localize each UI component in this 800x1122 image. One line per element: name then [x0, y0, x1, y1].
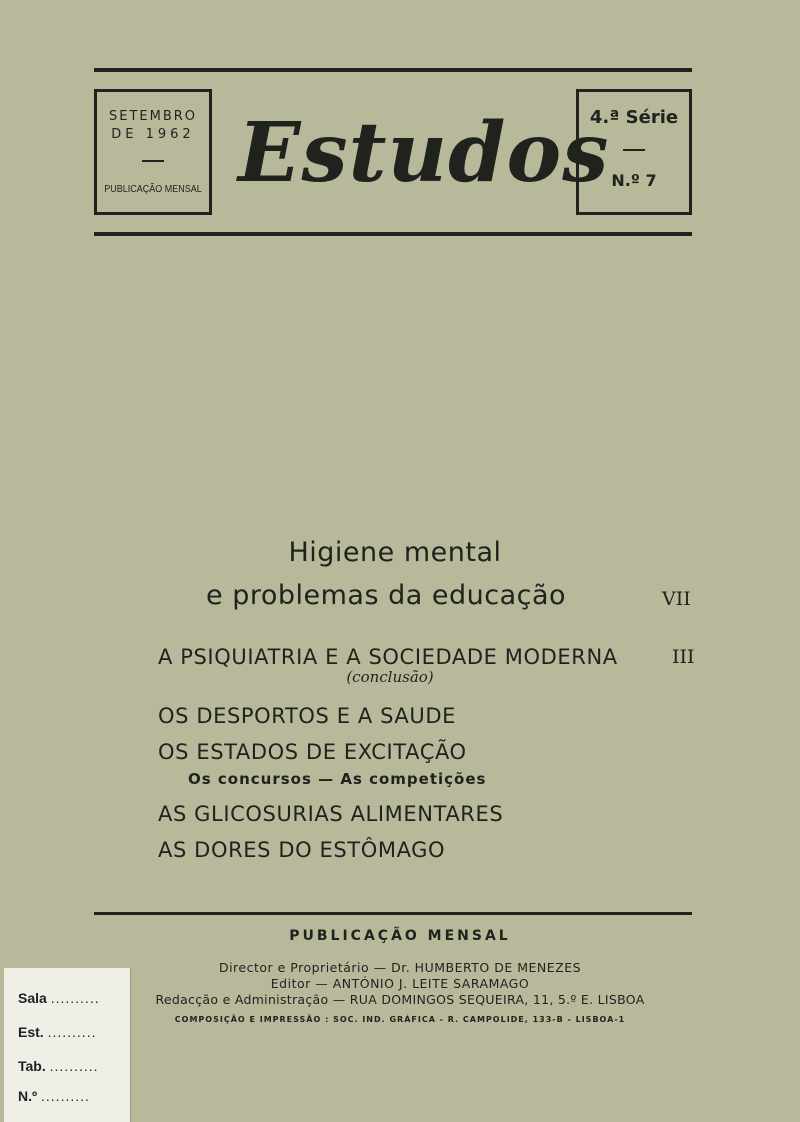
library-shelf-label	[4, 968, 131, 1122]
toc-item-2: OS DESPORTOS E A SAUDE	[158, 704, 457, 728]
toc-item-5: AS DORES DO ESTÔMAGO	[158, 838, 446, 862]
est-label: Est.	[18, 1024, 44, 1040]
publication-frequency: PUBLICAÇÃO MENSAL	[104, 184, 202, 195]
numero-dots: ..........	[41, 1088, 90, 1104]
toc-item-1-part: III	[672, 646, 695, 668]
footer-admin: Redacção e Administração — RUA DOMINGOS SEQUEIRA, 11, 5.º E. LISBOA	[155, 992, 645, 1007]
toc-item-3-subtitle: Os concursos — As competições	[188, 770, 487, 788]
date-separator	[142, 160, 164, 162]
footer-printing: COMPOSIÇÃO E IMPRESSÃO : SOC. IND. GRÁFICA - R. CAMPOLIDE, 133-B - LISBOA-1	[174, 1015, 626, 1024]
year-line: DE 1962	[111, 127, 195, 142]
footer-rule	[94, 912, 692, 915]
series-separator	[623, 149, 645, 151]
headline-line2: e problemas da educação	[206, 580, 567, 611]
header-bottom-rule	[94, 232, 692, 236]
headline-part: VII	[662, 588, 691, 610]
issue-number: N.º 7	[611, 171, 657, 190]
sala-label: Sala	[18, 990, 47, 1006]
footer-publication: PUBLICAÇÃO MENSAL	[289, 928, 511, 944]
series-box	[576, 89, 692, 215]
header-top-rule	[94, 68, 692, 72]
est-dots: ..........	[47, 1024, 97, 1040]
date-box	[94, 89, 212, 215]
toc-item-1-note: (conclusão)	[346, 668, 434, 686]
numero-label: N.º	[18, 1088, 38, 1104]
toc-item-4: AS GLICOSURIAS ALIMENTARES	[158, 802, 504, 826]
sala-dots: ..........	[50, 990, 100, 1006]
tab-dots: ..........	[49, 1058, 99, 1074]
series-label: 4.ª Série	[589, 107, 679, 128]
journal-title: Estudos	[238, 105, 610, 201]
tab-label: Tab.	[18, 1058, 46, 1074]
headline-line1: Higiene mental	[288, 537, 502, 568]
month-line: SETEMBRO	[108, 109, 198, 124]
footer-editor: Editor — ANTÓNIO J. LEITE SARAMAGO	[270, 976, 530, 991]
toc-item-1: A PSIQUIATRIA E A SOCIEDADE MODERNA	[158, 645, 618, 669]
toc-item-3: OS ESTADOS DE EXCITAÇÃO	[158, 740, 467, 764]
footer-director: Director e Proprietário — Dr. HUMBERTO DE MENEZES	[218, 960, 582, 975]
